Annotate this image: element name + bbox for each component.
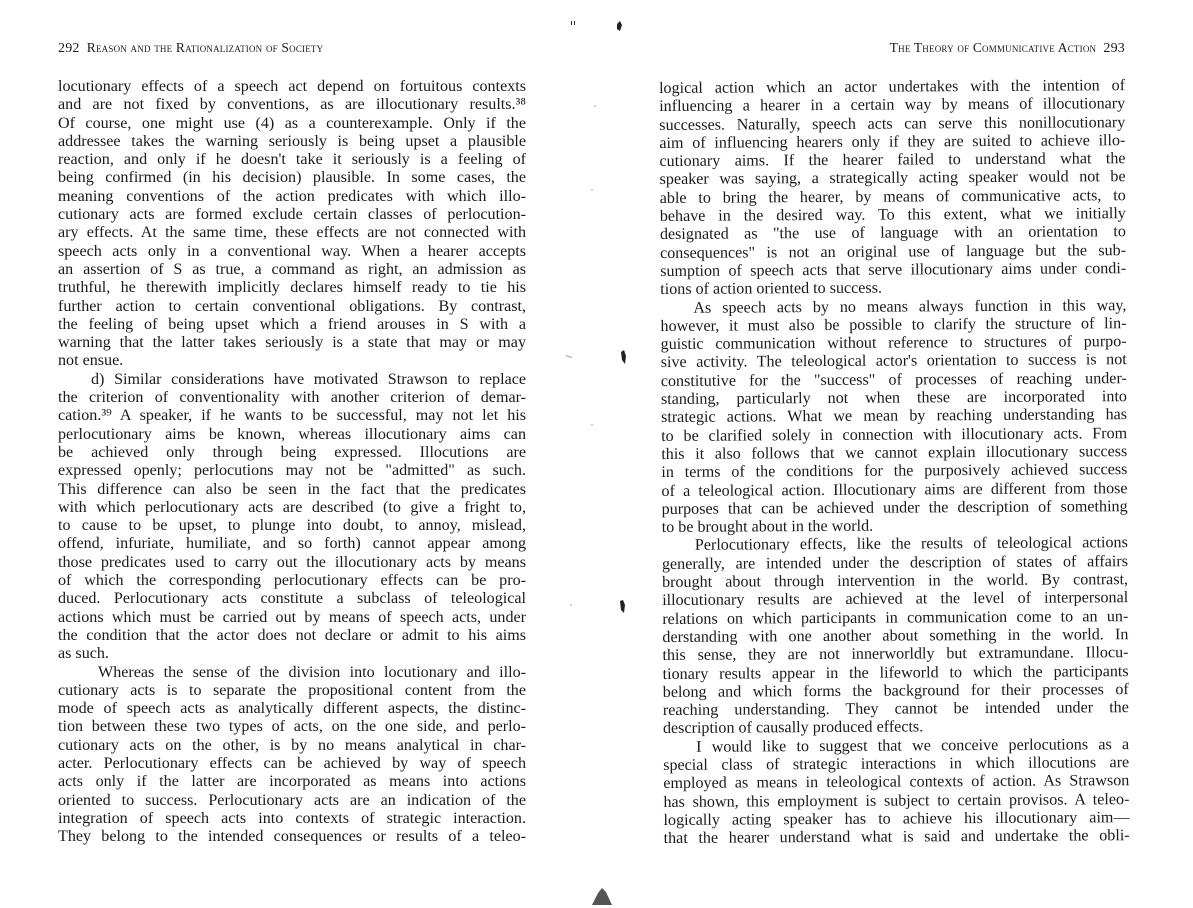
text-line: in terms of the conditions for the purposively achieved success — [661, 461, 1128, 482]
text-line: speech acts only in a conventional way. When a hearer accepts — [58, 242, 526, 260]
text-line: derstanding with one another about something in the world. In — [662, 626, 1129, 646]
text-line: this sense, they are not innerworldly but extramundane. Illocu- — [662, 644, 1129, 665]
text-line: purposes that can be achieved under the description of something — [661, 497, 1128, 518]
text-line: influencing a hearer in a certain way by means of illocutionary — [659, 95, 1126, 116]
text-line: ary effects. At the same time, these effects are not connected with — [58, 224, 526, 242]
text-line: This difference can also be seen in the fact that the predicates — [58, 480, 526, 498]
right-running-head — [890, 40, 1125, 57]
text-line: an assertion of S as true, a command as right, an admission as — [58, 260, 526, 278]
text-line: sive activity. The teleological actor's orientation to success is not — [660, 351, 1127, 372]
text-line: to cause to be upset, to plunge into doubt, to annoy, mislead, — [58, 517, 526, 535]
text-line: the feeling of being upset which a friend arouses in S with a — [58, 315, 526, 333]
text-line: not ensue. — [58, 352, 124, 370]
text-line: this it also follows that we cannot explain illocutionary success — [661, 443, 1128, 463]
text-line: sumption of speech acts that serve illocutionary aims under condi- — [660, 260, 1127, 280]
text-line: cation.³⁹ A speaker, if he wants to be successful, may not let his — [58, 407, 526, 425]
text-line: able to bring the hearer, by means of communicative acts, to — [659, 186, 1126, 207]
left-body-text — [58, 78, 526, 846]
text-line: strategic actions. What we mean by reaching understanding has — [661, 406, 1128, 427]
text-line: tion between these two types of acts, on the one side, and perlo- — [58, 718, 526, 736]
text-line: constitutive for the "success" of processes of reaching under- — [660, 369, 1127, 390]
text-line: I would like to suggest that we conceive perlocutions as a — [696, 735, 1130, 756]
text-line: to be clarified solely in connection with illocutionary acts. From — [661, 424, 1128, 445]
text-line: As speech acts by no means always function in this way, — [693, 296, 1127, 317]
text-line: expressed openly; perlocutions may not be "admitted" as such. — [58, 462, 526, 480]
text-line: offend, infuriate, humiliate, and so forth) cannot appear among — [58, 535, 526, 553]
right-page — [596, 0, 1193, 908]
text-line: standing, particularly not when these are incorporated into — [660, 388, 1127, 409]
text-line: be achieved only through being expressed. Illocutions are — [58, 443, 526, 461]
text-line: integration of speech acts into contexts of strategic interaction. — [58, 809, 526, 827]
text-line: employed as means in teleological contexts of action. As Strawson — [663, 772, 1130, 793]
text-line: speaker was saying, a strategically acting speaker would not be — [659, 168, 1126, 189]
text-line: to be brought about in the world. — [661, 517, 874, 537]
text-line: has shown, this employment is subject to certain provisos. A teleo- — [663, 790, 1130, 811]
text-line: duced. Perlocutionary acts constitute a subclass of teleological — [58, 590, 526, 608]
text-line: cutionary aims. If the hearer failed to understand what the — [659, 150, 1126, 171]
text-line: cutionary acts is to separate the propositional content from the — [58, 681, 526, 699]
text-line: tions of action oriented to success. — [660, 279, 883, 299]
text-line: Of course, one might use (4) as a counterexample. Only if the — [58, 114, 526, 132]
text-line: those predicates used to carry out the illocutionary acts by means — [58, 553, 526, 571]
text-line: logically acting speaker has to achieve his illocutionary aim— — [663, 809, 1130, 829]
text-line: of which the corresponding perlocutionary effects can be pro- — [58, 572, 526, 590]
text-line: tionary results appear in the lifeworld to which the participants — [662, 662, 1129, 683]
left-page-number: 292 — [58, 41, 80, 56]
text-line: behave in the desired way. To this extent, what we initially — [659, 205, 1126, 226]
text-line: being confirmed (in his decision) plausible. In some cases, the — [58, 169, 526, 187]
text-line: cutionary acts are formed exclude certain classes of perlocution- — [58, 206, 526, 224]
text-line: perlocutionary aims be known, whereas illocutionary aims can — [58, 425, 526, 443]
text-line: with which perlocutionary acts are described (to give a fright to, — [58, 498, 526, 516]
text-line: cutionary acts on the other, is by no means analytical in char- — [58, 736, 526, 754]
text-line: guistic communication without reference to structures of purpo- — [660, 333, 1127, 354]
text-line: reaction, and only if he doesn't take it seriously is a feeling of — [58, 151, 526, 169]
text-line: They belong to the intended consequences or results of a teleo- — [58, 828, 526, 846]
text-line: generally, are intended under the description of states of affairs — [661, 552, 1129, 573]
text-line: d) Similar considerations have motivated Strawson to replace — [91, 370, 526, 388]
left-running-head — [58, 40, 323, 57]
text-line: and are not fixed by conventions, as are illocutionary results.³⁸ — [58, 96, 526, 114]
text-line: relations on which participants in communication come to an un- — [662, 607, 1129, 628]
text-line: that the hearer understand what is said and undertake the obli- — [663, 827, 1130, 848]
left-page — [0, 0, 596, 908]
text-line: locutionary effects of a speech act depend on fortuitous contexts — [58, 78, 526, 95]
text-line: mode of speech acts as analytically different aspects, the distinc- — [58, 700, 526, 718]
text-line: consequences" is not an original use of language but the sub- — [660, 241, 1127, 262]
text-line: of a teleological action. Illocutionary aims are different from those — [661, 479, 1128, 500]
text-line: as such. — [58, 645, 109, 663]
text-line: successes. Naturally, speech acts can serve this nonillocutionary — [659, 113, 1126, 134]
text-line: the condition that the actor does not declare or admit to his aims — [58, 626, 526, 644]
text-line: reaching understanding. They cannot be intended under the — [662, 699, 1129, 720]
text-line: description of causally produced effects. — [662, 718, 924, 738]
text-line: further action to certain conventional obligations. By contrast, — [58, 297, 526, 315]
text-line: addressee takes the warning seriously is being upset a plausible — [58, 132, 526, 150]
text-line: belong and which forms the background for their processes of — [662, 680, 1129, 701]
text-line: warning that the latter takes seriously is a state that may or may — [58, 334, 526, 352]
text-line: meaning conventions of the action predicates with which illo- — [58, 187, 526, 205]
text-line: aim of influencing hearers only if they are suited to achieve illo- — [659, 132, 1126, 152]
text-line: brought about through intervention in the world. By contrast, — [662, 571, 1129, 592]
right-page-number: 293 — [1103, 41, 1125, 56]
text-line: the criterion of conventionality with another criterion of demar- — [58, 389, 526, 407]
text-line: Perlocutionary effects, like the results of teleological actions — [694, 534, 1128, 555]
text-line: logical action which an actor undertakes with the intention of — [659, 77, 1126, 97]
right-body-text — [659, 77, 1130, 848]
text-line: acter. Perlocutionary effects can be achieved by way of speech — [58, 754, 526, 772]
text-line: acts only if the latter are incorporated as means into actions — [58, 773, 526, 791]
left-running-head-title: Reason and the Rationalization of Society — [86, 40, 324, 55]
text-line: however, it must also be possible to clarify the structure of lin- — [660, 315, 1127, 335]
text-line: Whereas the sense of the division into locutionary and illo- — [98, 663, 526, 681]
text-line: designated as "the use of language with an orientation to — [659, 223, 1126, 244]
text-line: truthful, he therewith implicitly declares himself ready to tie his — [58, 279, 526, 297]
text-line: special class of strategic interactions in which illocutions are — [663, 754, 1130, 774]
text-line: oriented to success. Perlocutionary acts are an indication of the — [58, 791, 526, 809]
text-line: actions which must be carried out by means of speech acts, under — [58, 608, 526, 626]
text-line: illocutionary results are achieved at the level of interpersonal — [662, 589, 1129, 610]
right-running-head-title: The Theory of Communicative Action — [889, 40, 1097, 55]
